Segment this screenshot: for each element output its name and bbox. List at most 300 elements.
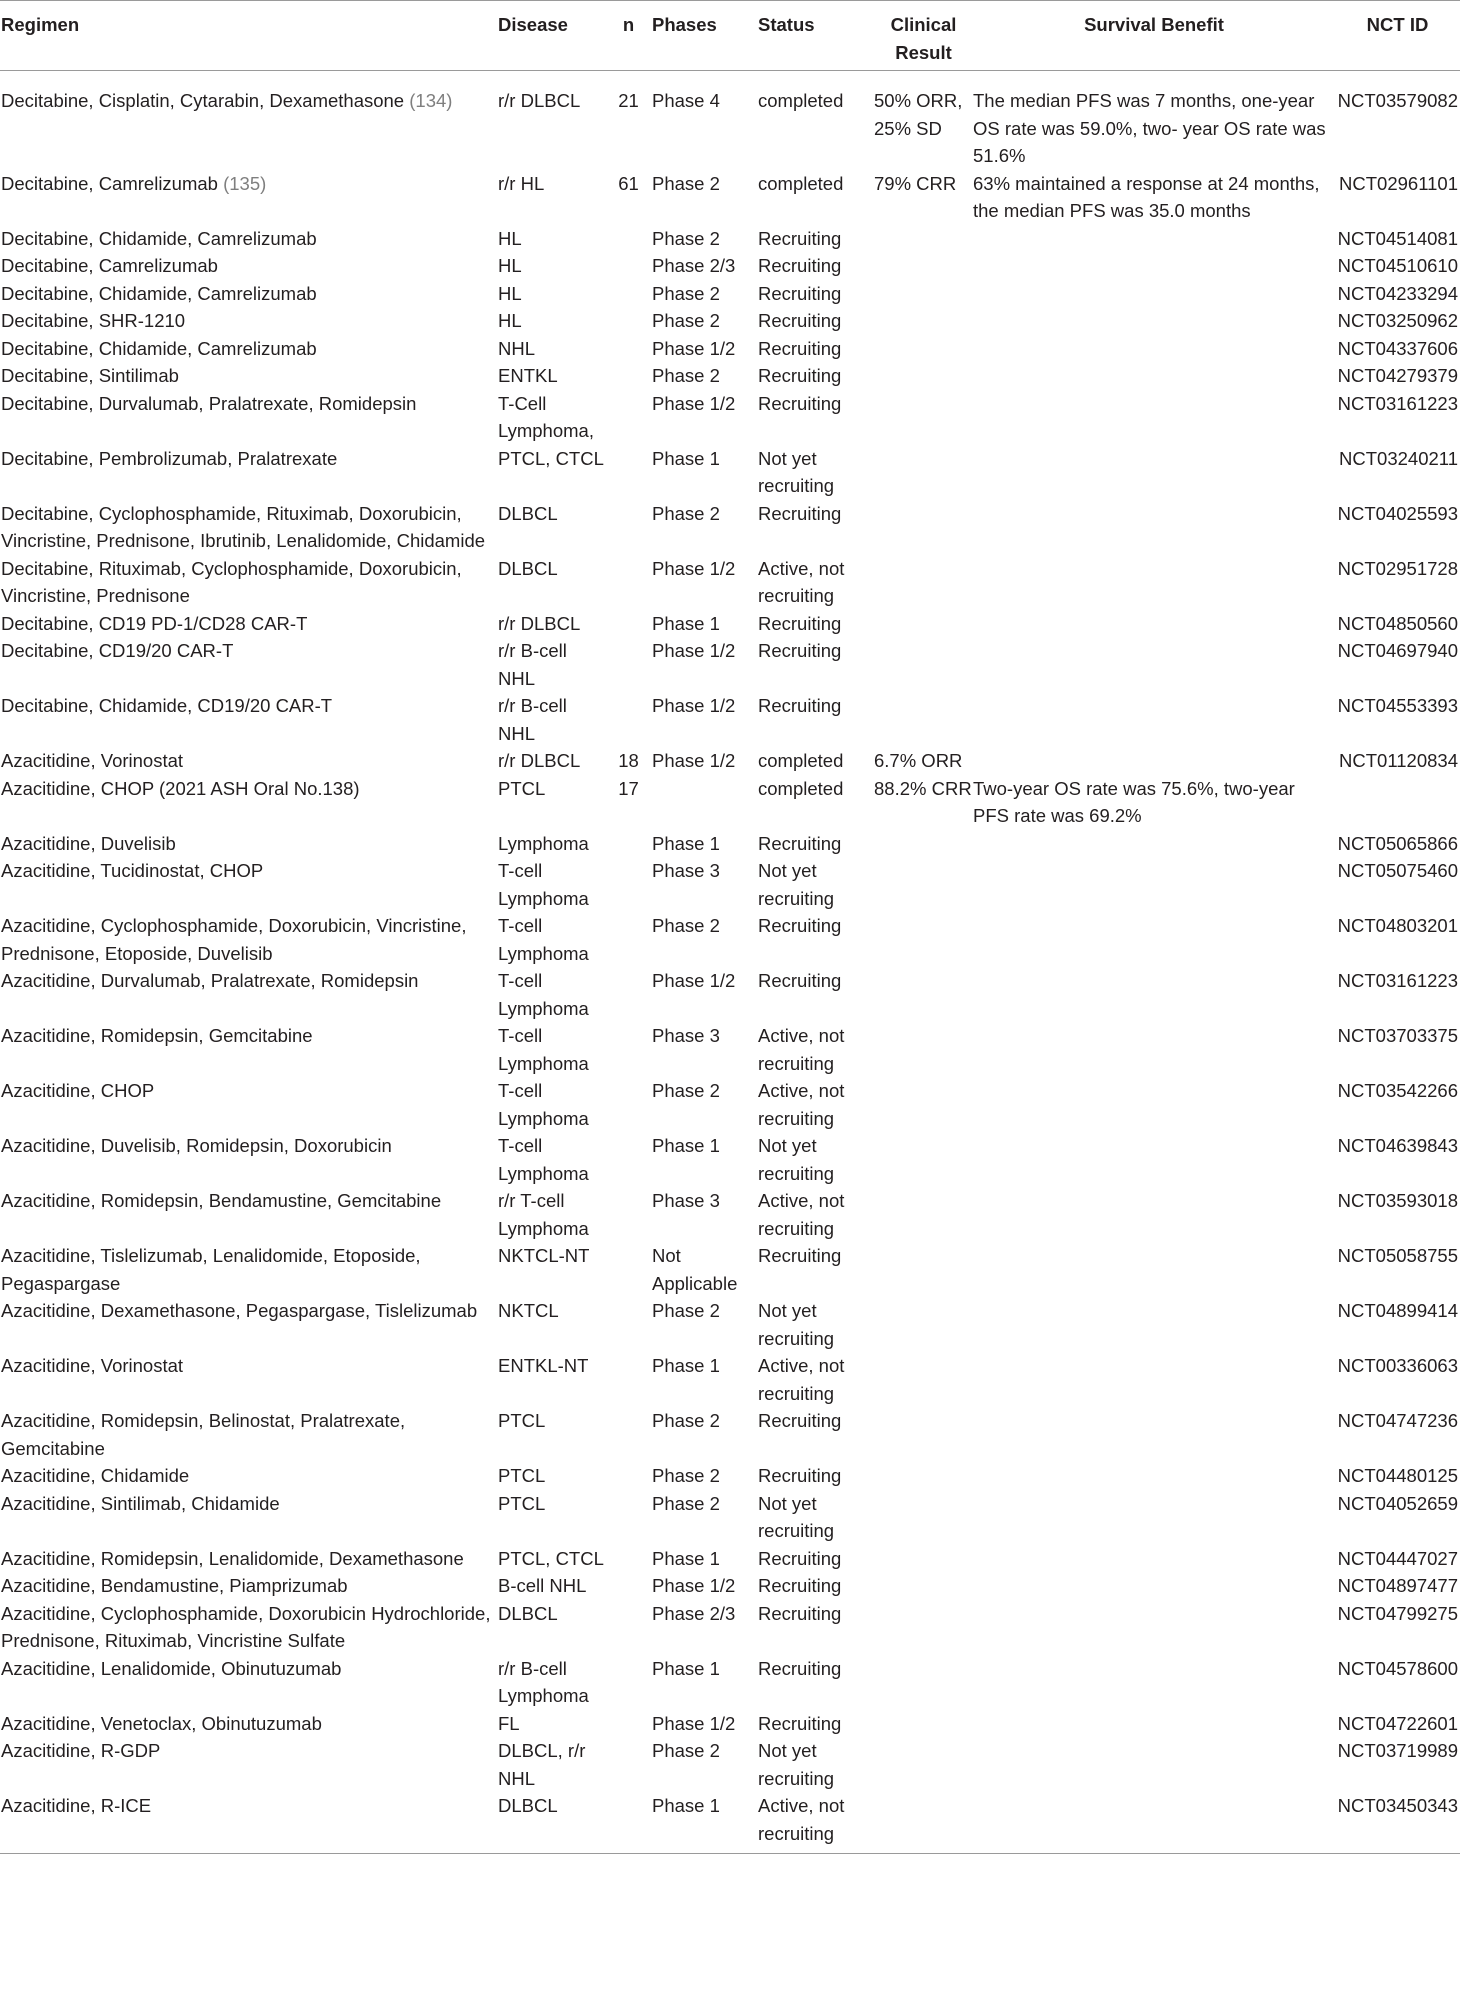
cell-nct-id	[1335, 610, 1460, 638]
cell-survival-benefit	[973, 610, 1335, 638]
cell-clinical-result-text: 6.7% ORR	[874, 750, 963, 771]
cell-nct-id-text: NCT04025593	[1337, 502, 1458, 524]
cell-disease-text: T-cell Lymphoma	[498, 1025, 589, 1074]
cell-nct-id	[1335, 1462, 1460, 1490]
cell-regimen-text: Azacitidine, Lenalidomide, Obinutuzumab	[1, 1657, 342, 1679]
cell-status	[758, 1710, 874, 1738]
header-disease: Disease	[498, 1, 605, 71]
cell-status	[758, 1490, 874, 1545]
cell-n	[605, 170, 652, 225]
table-row	[0, 1022, 1460, 1077]
cell-regimen	[0, 1655, 498, 1710]
cell-status-text: Active, not recruiting	[758, 1025, 845, 1074]
table-row	[0, 225, 1460, 253]
cell-regimen-text: Azacitidine, Venetoclax, Obinutuzumab	[1, 1712, 322, 1734]
cell-n	[605, 1077, 652, 1132]
cell-status	[758, 912, 874, 967]
cell-status	[758, 857, 874, 912]
cell-survival-benefit	[973, 1242, 1335, 1297]
cell-nct-id-text: NCT03542266	[1337, 1080, 1458, 1101]
cell-phases	[652, 1077, 758, 1132]
cell-nct-id-text: NCT03250962	[1337, 310, 1458, 331]
cell-regimen-text: Decitabine, Chidamide, Camrelizumab	[1, 282, 317, 304]
cell-status	[758, 1572, 874, 1600]
cell-status-text: Recruiting	[758, 310, 842, 331]
header-n: n	[605, 1, 652, 71]
cell-nct-id	[1335, 830, 1460, 858]
header-clinical-result: Clinical Result	[874, 1, 973, 71]
cell-status-text: Recruiting	[758, 365, 842, 386]
cell-phases-text: Phase 2	[652, 1080, 720, 1101]
cell-status	[758, 1737, 874, 1792]
cell-phases	[652, 362, 758, 390]
cell-nct-id	[1335, 362, 1460, 390]
cell-survival-benefit	[973, 71, 1335, 170]
cell-regimen	[0, 1352, 498, 1407]
cell-phases	[652, 307, 758, 335]
cell-nct-id-text: NCT04799275	[1337, 1602, 1458, 1624]
table-row	[0, 692, 1460, 747]
cell-n-text: 21	[618, 90, 639, 111]
cell-status-text: Recruiting	[758, 1602, 842, 1624]
cell-n	[605, 1297, 652, 1352]
cell-nct-id-text: NCT04899414	[1337, 1300, 1458, 1321]
cell-phases-text: Phase 1/2	[652, 1712, 736, 1734]
cell-clinical-result	[874, 1737, 973, 1792]
cell-regimen	[0, 362, 498, 390]
cell-n	[605, 637, 652, 692]
cell-nct-id-text: NCT03593018	[1337, 1190, 1458, 1211]
cell-nct-id	[1335, 71, 1460, 170]
cell-status-text: Not yet recruiting	[758, 447, 835, 496]
cell-phases	[652, 1132, 758, 1187]
cell-status-text: Recruiting	[758, 1657, 842, 1679]
cell-phases-text: Phase 1	[652, 447, 720, 469]
cell-phases-text: Not Applicable	[652, 1245, 738, 1294]
cell-status	[758, 307, 874, 335]
cell-phases-text: Phase 1/2	[652, 640, 736, 661]
table-row	[0, 1490, 1460, 1545]
cell-regimen-text: Azacitidine, Tislelizumab, Lenalidomide, Etoposide, Pegaspargase	[1, 1245, 421, 1294]
cell-phases-text: Phase 2	[652, 172, 720, 194]
cell-disease	[498, 390, 605, 445]
cell-disease	[498, 1792, 605, 1854]
cell-disease	[498, 1132, 605, 1187]
reference-citation: (135)	[223, 172, 267, 194]
cell-clinical-result	[874, 1655, 973, 1710]
cell-disease	[498, 747, 605, 775]
cell-phases	[652, 1297, 758, 1352]
cell-status-text: Not yet recruiting	[758, 1492, 835, 1541]
cell-nct-id	[1335, 1187, 1460, 1242]
cell-survival-benefit	[973, 1490, 1335, 1545]
cell-phases-text: Phase 2/3	[652, 1602, 736, 1624]
table-row	[0, 307, 1460, 335]
cell-clinical-result	[874, 1545, 973, 1573]
cell-disease	[498, 1297, 605, 1352]
cell-n	[605, 747, 652, 775]
cell-n	[605, 830, 652, 858]
cell-phases	[652, 225, 758, 253]
cell-clinical-result-text: 79% CRR	[874, 172, 957, 194]
cell-survival-benefit-text: The median PFS was 7 months, one-year OS rate was 59.0%, two- year OS rate was 51.6%	[973, 90, 1326, 166]
cell-disease-text: PTCL	[498, 777, 546, 799]
cell-nct-id	[1335, 1132, 1460, 1187]
cell-status-text: Not yet recruiting	[758, 1740, 835, 1789]
cell-status	[758, 1545, 874, 1573]
cell-regimen-text: Decitabine, SHR-1210	[1, 310, 186, 331]
table-row	[0, 1187, 1460, 1242]
cell-disease	[498, 500, 605, 555]
cell-phases-text: Phase 2	[652, 1465, 720, 1486]
cell-disease	[498, 252, 605, 280]
cell-nct-id	[1335, 967, 1460, 1022]
cell-n	[605, 225, 652, 253]
cell-nct-id	[1335, 555, 1460, 610]
cell-status	[758, 390, 874, 445]
cell-phases-text: Phase 1/2	[652, 337, 736, 359]
cell-status	[758, 775, 874, 830]
cell-regimen-text: Decitabine, Chidamide, CD19/20 CAR-T	[1, 695, 333, 716]
cell-n	[605, 1132, 652, 1187]
cell-survival-benefit	[973, 1710, 1335, 1738]
cell-clinical-result	[874, 500, 973, 555]
cell-clinical-result	[874, 857, 973, 912]
cell-disease-text: T-cell Lymphoma	[498, 915, 589, 964]
cell-n	[605, 1737, 652, 1792]
cell-status-text: completed	[758, 172, 844, 194]
cell-status	[758, 555, 874, 610]
cell-status	[758, 1352, 874, 1407]
cell-disease-text: NKTCL	[498, 1300, 559, 1321]
cell-disease-text: T-cell Lymphoma	[498, 1080, 589, 1129]
cell-survival-benefit-text: 63% maintained a response at 24 months, the median PFS was 35.0 months	[973, 172, 1320, 221]
cell-phases	[652, 1545, 758, 1573]
cell-disease-text: HL	[498, 255, 522, 276]
cell-phases	[652, 775, 758, 830]
cell-disease-text: ENTKL-NT	[498, 1355, 589, 1376]
cell-phases-text: Phase 2	[652, 282, 720, 304]
cell-disease	[498, 1187, 605, 1242]
cell-regimen-text: Azacitidine, Duvelisib	[1, 832, 176, 854]
cell-status	[758, 225, 874, 253]
cell-status	[758, 1187, 874, 1242]
cell-survival-benefit	[973, 225, 1335, 253]
cell-phases-text: Phase 1	[652, 1657, 720, 1679]
cell-regimen	[0, 1600, 498, 1655]
table-row	[0, 1077, 1460, 1132]
cell-survival-benefit	[973, 252, 1335, 280]
cell-disease-text: T-cell Lymphoma	[498, 970, 589, 1019]
cell-regimen	[0, 1022, 498, 1077]
cell-regimen	[0, 1710, 498, 1738]
cell-regimen-text: Azacitidine, Vorinostat	[1, 1355, 184, 1376]
cell-phases-text: Phase 1/2	[652, 750, 736, 771]
cell-phases	[652, 170, 758, 225]
cell-disease	[498, 1737, 605, 1792]
cell-regimen-text: Azacitidine, R-ICE	[1, 1795, 152, 1816]
cell-disease	[498, 857, 605, 912]
cell-survival-benefit	[973, 1737, 1335, 1792]
table-row	[0, 500, 1460, 555]
cell-regimen	[0, 252, 498, 280]
cell-n	[605, 555, 652, 610]
cell-n	[605, 1462, 652, 1490]
cell-survival-benefit	[973, 1407, 1335, 1462]
cell-regimen	[0, 71, 498, 170]
cell-nct-id	[1335, 1022, 1460, 1077]
cell-regimen	[0, 1077, 498, 1132]
cell-nct-id	[1335, 252, 1460, 280]
cell-disease-text: HL	[498, 227, 522, 249]
cell-status-text: Active, not recruiting	[758, 557, 845, 606]
cell-status-text: Recruiting	[758, 640, 842, 661]
cell-nct-id	[1335, 225, 1460, 253]
cell-phases	[652, 857, 758, 912]
cell-regimen	[0, 335, 498, 363]
cell-phases-text: Phase 3	[652, 1190, 720, 1211]
cell-clinical-result	[874, 445, 973, 500]
cell-phases-text: Phase 2	[652, 365, 720, 386]
cell-clinical-result	[874, 692, 973, 747]
cell-regimen-text: Decitabine, Durvalumab, Pralatrexate, Romidepsin	[1, 392, 417, 414]
cell-disease	[498, 170, 605, 225]
cell-nct-id-text: NCT05065866	[1337, 832, 1458, 854]
cell-nct-id	[1335, 335, 1460, 363]
table-row	[0, 967, 1460, 1022]
cell-regimen	[0, 225, 498, 253]
cell-clinical-result	[874, 280, 973, 308]
table-row	[0, 775, 1460, 830]
cell-nct-id-text: NCT04233294	[1337, 282, 1458, 304]
cell-nct-id-text: NCT04510610	[1337, 255, 1458, 276]
cell-clinical-result	[874, 1407, 973, 1462]
cell-phases	[652, 1710, 758, 1738]
cell-status	[758, 747, 874, 775]
cell-regimen	[0, 500, 498, 555]
cell-nct-id-text: NCT04850560	[1337, 612, 1458, 634]
cell-disease	[498, 610, 605, 638]
cell-nct-id	[1335, 1737, 1460, 1792]
cell-nct-id-text: NCT04447027	[1337, 1547, 1458, 1569]
cell-n-text: 61	[618, 172, 639, 194]
cell-survival-benefit	[973, 1600, 1335, 1655]
cell-regimen	[0, 1297, 498, 1352]
cell-disease	[498, 1490, 605, 1545]
cell-n	[605, 362, 652, 390]
cell-survival-benefit	[973, 555, 1335, 610]
cell-status-text: Recruiting	[758, 970, 842, 991]
cell-nct-id-text: NCT04514081	[1337, 227, 1458, 249]
header-phases: Phases	[652, 1, 758, 71]
cell-survival-benefit	[973, 445, 1335, 500]
cell-regimen	[0, 1132, 498, 1187]
cell-disease-text: r/r DLBCL	[498, 90, 581, 111]
cell-phases-text: Phase 3	[652, 860, 720, 881]
cell-clinical-result	[874, 362, 973, 390]
cell-survival-benefit	[973, 775, 1335, 830]
table-row	[0, 1352, 1460, 1407]
cell-phases	[652, 555, 758, 610]
cell-disease	[498, 1077, 605, 1132]
cell-survival-benefit	[973, 1132, 1335, 1187]
cell-phases-text: Phase 2/3	[652, 255, 736, 276]
cell-clinical-result	[874, 912, 973, 967]
cell-nct-id	[1335, 1572, 1460, 1600]
cell-status	[758, 71, 874, 170]
cell-nct-id-text: NCT01120834	[1339, 750, 1458, 771]
cell-clinical-result	[874, 1792, 973, 1854]
cell-clinical-result	[874, 170, 973, 225]
cell-nct-id	[1335, 307, 1460, 335]
cell-nct-id	[1335, 1655, 1460, 1710]
cell-status	[758, 1792, 874, 1854]
cell-phases-text: Phase 1/2	[652, 695, 736, 716]
cell-clinical-result	[874, 252, 973, 280]
cell-clinical-result	[874, 1132, 973, 1187]
cell-phases	[652, 500, 758, 555]
cell-disease	[498, 1710, 605, 1738]
cell-disease	[498, 335, 605, 363]
cell-disease	[498, 445, 605, 500]
cell-phases	[652, 1792, 758, 1854]
cell-nct-id	[1335, 1545, 1460, 1573]
cell-status-text: Recruiting	[758, 1712, 842, 1734]
cell-nct-id-text: NCT04337606	[1337, 337, 1458, 359]
cell-regimen	[0, 1572, 498, 1600]
cell-phases-text: Phase 1	[652, 1547, 720, 1569]
cell-disease-text: B-cell NHL	[498, 1575, 587, 1596]
cell-nct-id	[1335, 1077, 1460, 1132]
cell-regimen-text: Azacitidine, CHOP (2021 ASH Oral No.138)	[1, 777, 360, 799]
cell-status	[758, 1297, 874, 1352]
cell-status	[758, 335, 874, 363]
cell-regimen	[0, 307, 498, 335]
cell-n	[605, 252, 652, 280]
cell-nct-id-text: NCT04639843	[1337, 1135, 1458, 1156]
cell-clinical-result-text: 88.2% CRR	[874, 777, 972, 799]
header-regimen: Regimen	[0, 1, 498, 71]
cell-disease-text: NHL	[498, 337, 536, 359]
cell-status-text: Recruiting	[758, 1465, 842, 1486]
cell-regimen	[0, 610, 498, 638]
cell-survival-benefit	[973, 637, 1335, 692]
cell-n	[605, 1545, 652, 1573]
cell-nct-id-text: NCT04480125	[1337, 1465, 1458, 1486]
cell-status	[758, 170, 874, 225]
cell-phases	[652, 445, 758, 500]
cell-regimen-text: Decitabine, Chidamide, Camrelizumab	[1, 337, 317, 359]
cell-regimen	[0, 775, 498, 830]
cell-regimen-text: Decitabine, Camrelizumab	[1, 255, 218, 276]
cell-status-text: Not yet recruiting	[758, 1135, 835, 1184]
cell-phases	[652, 1462, 758, 1490]
cell-disease	[498, 555, 605, 610]
cell-status-text: Recruiting	[758, 1410, 842, 1431]
cell-status	[758, 967, 874, 1022]
cell-disease-text: PTCL	[498, 1492, 546, 1514]
cell-n	[605, 445, 652, 500]
cell-regimen-text: Azacitidine, Romidepsin, Gemcitabine	[1, 1025, 313, 1046]
cell-disease-text: T-cell Lymphoma	[498, 860, 589, 909]
cell-clinical-result	[874, 775, 973, 830]
cell-clinical-result	[874, 307, 973, 335]
cell-status-text: Recruiting	[758, 1547, 842, 1569]
cell-survival-benefit	[973, 1022, 1335, 1077]
cell-regimen	[0, 445, 498, 500]
cell-regimen-text: Azacitidine, Romidepsin, Lenalidomide, Dexamethasone	[1, 1547, 464, 1569]
cell-clinical-result	[874, 747, 973, 775]
cell-status	[758, 1655, 874, 1710]
cell-survival-benefit	[973, 1352, 1335, 1407]
cell-phases	[652, 335, 758, 363]
cell-status-text: Recruiting	[758, 915, 842, 936]
table-row	[0, 390, 1460, 445]
cell-regimen	[0, 390, 498, 445]
table-row	[0, 1407, 1460, 1462]
cell-phases-text: Phase 3	[652, 1025, 720, 1046]
cell-n	[605, 967, 652, 1022]
cell-status-text: Recruiting	[758, 832, 842, 854]
cell-regimen-text: Azacitidine, Vorinostat	[1, 750, 184, 771]
cell-disease	[498, 280, 605, 308]
cell-survival-benefit	[973, 967, 1335, 1022]
table-body	[0, 71, 1460, 1854]
cell-disease-text: HL	[498, 282, 522, 304]
cell-disease-text: r/r DLBCL	[498, 750, 581, 771]
reference-citation: (134)	[409, 90, 453, 111]
cell-nct-id	[1335, 445, 1460, 500]
cell-disease	[498, 1572, 605, 1600]
cell-clinical-result	[874, 967, 973, 1022]
table-row	[0, 1297, 1460, 1352]
cell-nct-id-text: NCT04697940	[1337, 640, 1458, 661]
cell-survival-benefit	[973, 1545, 1335, 1573]
cell-phases	[652, 1187, 758, 1242]
cell-regimen-text: Azacitidine, Tucidinostat, CHOP	[1, 860, 264, 881]
table-row	[0, 610, 1460, 638]
cell-nct-id	[1335, 1242, 1460, 1297]
table-row	[0, 1462, 1460, 1490]
table-row	[0, 912, 1460, 967]
cell-n	[605, 1352, 652, 1407]
cell-regimen	[0, 1490, 498, 1545]
cell-disease-text: FL	[498, 1712, 520, 1734]
cell-disease	[498, 1600, 605, 1655]
cell-regimen-text: Azacitidine, Chidamide	[1, 1465, 190, 1486]
cell-n	[605, 335, 652, 363]
cell-disease-text: Lymphoma	[498, 832, 589, 854]
cell-nct-id	[1335, 500, 1460, 555]
cell-regimen-text: Azacitidine, Cyclophosphamide, Doxorubicin, Vincristine, Prednisone, Etoposide, Duvelisib	[1, 915, 467, 964]
cell-clinical-result	[874, 1022, 973, 1077]
cell-n	[605, 1600, 652, 1655]
cell-disease	[498, 775, 605, 830]
cell-n	[605, 610, 652, 638]
cell-nct-id-text: NCT04722601	[1337, 1712, 1458, 1734]
cell-nct-id-text: NCT05058755	[1337, 1245, 1458, 1266]
cell-nct-id	[1335, 912, 1460, 967]
cell-nct-id	[1335, 280, 1460, 308]
table-row	[0, 1132, 1460, 1187]
cell-disease-text: DLBCL	[498, 1795, 558, 1816]
cell-regimen	[0, 170, 498, 225]
cell-n	[605, 1022, 652, 1077]
cell-disease-text: DLBCL, r/r NHL	[498, 1740, 586, 1789]
cell-phases-text: Phase 2	[652, 227, 720, 249]
cell-disease	[498, 692, 605, 747]
cell-phases	[652, 1022, 758, 1077]
